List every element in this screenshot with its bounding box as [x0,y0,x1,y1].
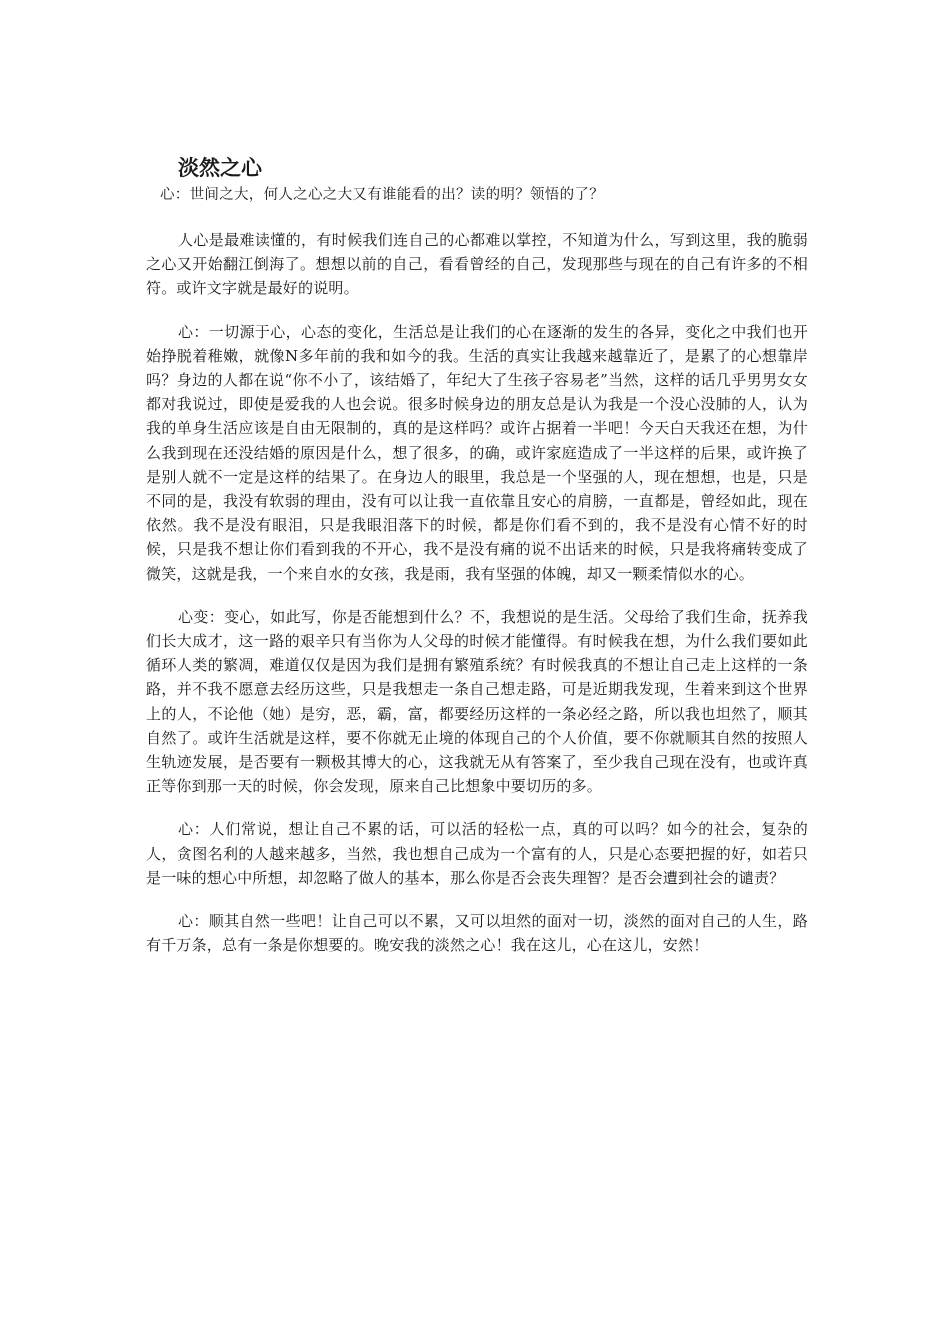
page-title: 淡然之心 [178,156,262,180]
paragraph-5: 心：顺其自然一些吧！让自己可以不累，又可以坦然的面对一切，淡然的面对自己的人生，路有千万条，总有一条是你想要的。晚安我的淡然之心！我在这儿，心在这儿，安然！ [146,912,808,955]
subtitle: 心：世间之大，何人之心之大又有谁能看的出？读的明？领悟的了？ [160,187,604,203]
paragraph-4: 心：人们常说，想让自己不累的话，可以活的轻松一点，真的可以吗？如今的社会，复杂的人，贪图名利的人越来越多，当然，我也想自己成为一个富有的人，只是心态要把握的好，如若只是一味的想心中所想，却忽略了做人的基本，那么你是否会丧失理智？是否会遭到社会的谴责？ [146,820,808,887]
document-body [146,228,808,976]
paragraph-3: 心变：变心，如此写，你是否能想到什么？不，我想说的是生活。父母给了我们生命，抚养我们长大成才，这一路的艰辛只有当你为人父母的时候才能懂得。有时候我在想，为什么我们要如此循环人类的繁凋，难道仅仅是因为我们是拥有繁殖系统？有时候我真的不想让自己走上这样的一条路，并不我不愿意去经历这些，只是我想走一条自己想走路，可是近期我发现，生着来到这个世界上的人，不论他（她）是穷，恶，霸，富，都要经历这样的一条必经之路，所以我也坦然了，顺其自然了。或许生活就是这样，要不你就无止境的体现自己的个人价值，要不你就顺其自然的按照人生轨迹发展，是否要有一颗极其博大的心，这我就无从有答案了，至少我自己现在没有，也或许真正等你到那一天的时候，你会发现，原来自己比想象中要切历的多。 [146,607,808,796]
paragraph-2: 心：一切源于心，心态的变化，生活总是让我们的心在逐渐的发生的各异，变化之中我们也开始挣脱着稚嫩，就像N多年前的我和如今的我。生活的真实让我越来越靠近了，是累了的心想靠岸吗？身边的人都在说“你不小了，该结婚了，年纪大了生孩子容易老”当然，这样的话几乎男男女女都对我说过，即使是爱我的人也会说。很多时候身边的朋友总是认为我是一个没心没肺的人，认为我的单身生活应该是自由无限制的，真的是这样吗？或许占据着一半吧！今天白天我还在想，为什么我到现在还没结婚的原因是什么，想了很多，的确，或许家庭造成了一半这样的后果，或许换了是别人就不一定是这样的结果了。在身边人的眼里，我总是一个坚强的人，现在想想，也是，只是不同的是，我没有软弱的理由，没有可以让我一直依靠且安心的肩膀，一直都是，曾经如此，现在依然。我不是没有眼泪，只是我眼泪落下的时候，都是你们看不到的，我不是没有心情不好的时候，只是我不想让你们看到我的不开心，我不是没有痛的说不出话来的时候，只是我将痛转变成了微笑，这就是我，一个来自水的女孩，我是雨，我有坚强的体魄，却又一颗柔情似水的心。 [146,322,808,583]
paragraph-1: 人心是最难读懂的，有时候我们连自己的心都难以掌控，不知道为什么，写到这里，我的脆弱之心又开始翻江倒海了。想想以前的自己，看看曾经的自己，发现那些与现在的自己有许多的不相符。或许文字就是最好的说明。 [146,231,808,298]
